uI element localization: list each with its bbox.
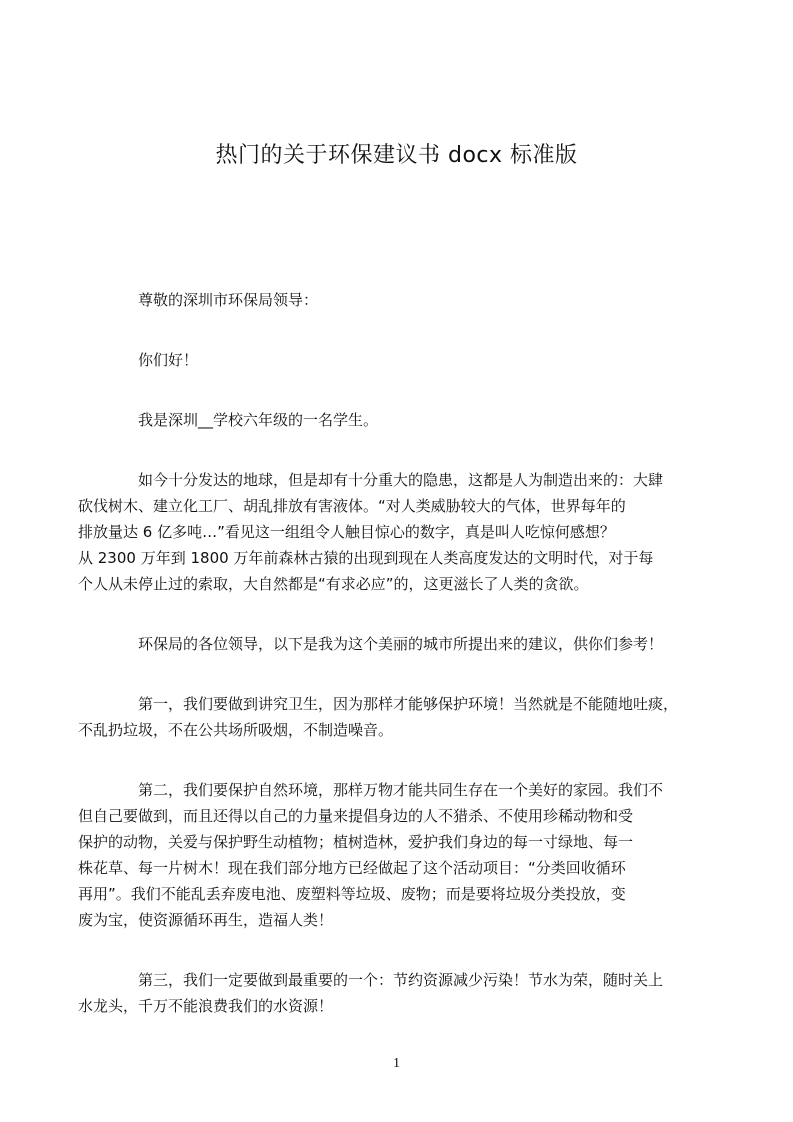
paragraph-suggestion-2	[78, 777, 715, 933]
paragraph-address	[78, 631, 715, 657]
paragraph-background	[78, 467, 715, 597]
paragraph-line: 环保局的各位领导，以下是我为这个美丽的城市所提出来的建议，供你们参考！	[138, 635, 664, 653]
paragraph-line: 第二，我们要保护自然环境，那样万物才能共同生存在一个美好的家园。我们不	[138, 781, 664, 799]
paragraph-line: 个人从未停止过的索取，大自然都是“有求必应”的，这更滋长了人类的贪欲。	[78, 575, 589, 593]
paragraph-line: 第三，我们一定要做到最重要的一个：节约资源减少污染！节水为荣，随时关上	[138, 971, 664, 989]
paragraph-line: 但自己要做到，而且还得以自己的力量来提倡身边的人不猎杀、不使用珍稀动物和受	[78, 807, 634, 825]
paragraph-line: 第一，我们要做到讲究卫生，因为那样才能够保护环境！当然就是不能随地吐痰，	[138, 695, 679, 713]
paragraph-line: 再用”。我们不能乱丢弃废电池、废塑料等垃圾、废物；而是要将垃圾分类投放，变	[78, 885, 626, 903]
page-number: 1	[393, 1056, 400, 1071]
document-title: 热门的关于环保建议书 docx 标准版	[215, 143, 578, 168]
paragraph-intro	[78, 407, 715, 433]
paragraph-line: 尊敬的深圳市环保局领导：	[138, 291, 319, 309]
paragraph-line: 我是深圳__学校六年级的一名学生。	[138, 411, 379, 429]
paragraph-line: 从 2300 万年到 1800 万年前森林古猿的出现到现在人类高度发达的文明时代，对于每	[78, 549, 654, 567]
paragraph-greeting	[78, 347, 715, 373]
paragraph-line: 废为宝，使资源循环再生，造福人类！	[78, 911, 334, 929]
paragraph-suggestion-3	[78, 967, 715, 1019]
paragraph-line: 水龙头，千万不能浪费我们的水资源！	[78, 997, 334, 1015]
paragraph-line: 你们好！	[138, 351, 199, 369]
paragraph-line: 如今十分发达的地球，但是却有十分重大的隐患，这都是人为制造出来的：大肆	[138, 471, 664, 489]
document-body	[78, 287, 715, 1053]
paragraph-suggestion-1	[78, 691, 715, 743]
paragraph-line: 砍伐树木、建立化工厂、胡乱排放有害液体。“对人类威胁较大的气体，世界每年的	[78, 497, 626, 515]
paragraph-salutation	[78, 287, 715, 313]
paragraph-line: 排放量达 6 亿多吨…”看见这一组组令人触目惊心的数字，真是叫人吃惊何感想？	[78, 523, 615, 541]
paragraph-line: 保护的动物，关爱与保护野生动植物；植树造林，爱护我们身边的每一寸绿地、每一	[78, 833, 634, 851]
paragraph-line: 株花草、每一片树木！现在我们部分地方已经做起了这个活动项目：“分类回收循环	[78, 859, 626, 877]
paragraph-line: 不乱扔垃圾，不在公共场所吸烟，不制造噪音。	[78, 721, 394, 739]
